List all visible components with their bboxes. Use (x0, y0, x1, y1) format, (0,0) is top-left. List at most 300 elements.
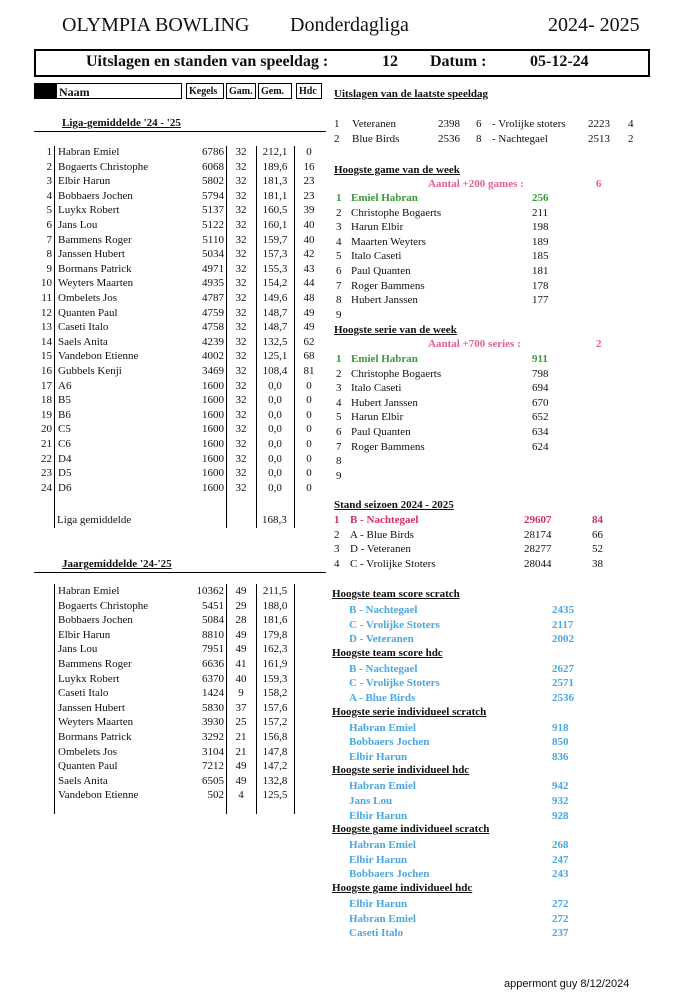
handicap: 23 (303, 175, 315, 188)
record-row (0, 867, 684, 882)
liga-title: Liga-gemiddelde '24 - '25 (62, 117, 181, 129)
average: 0,0 (268, 423, 282, 436)
record-score: 2002 (552, 633, 574, 646)
player-name: Vandebon Etienne (58, 789, 139, 802)
games: 32 (235, 160, 247, 173)
player-name: C5 (58, 423, 71, 436)
results-title: Uitslagen van de laatste speeldag (334, 88, 488, 100)
list-item (0, 381, 684, 396)
games: 29 (235, 599, 247, 612)
handicap: 62 (303, 335, 315, 348)
player-name: Emiel Habran (351, 353, 418, 365)
record-row (0, 809, 684, 824)
score: 694 (532, 382, 549, 395)
record-score: 850 (552, 736, 569, 749)
list-item (0, 249, 684, 264)
record-score: 243 (552, 868, 569, 881)
rank: 9 (336, 469, 342, 482)
pins: 5802 (202, 175, 224, 188)
points: 38 (592, 557, 603, 570)
pins: 3292 (202, 731, 224, 743)
pins: 1600 (202, 408, 224, 421)
away-team: - Vrolijke stoters (492, 118, 566, 130)
games: 32 (235, 350, 247, 363)
handicap: 68 (303, 350, 315, 363)
player-name: Ombelets Jos (58, 292, 117, 304)
games: 37 (235, 701, 247, 714)
record-holder: Habran Emiel (349, 839, 416, 852)
total-pins: 28277 (524, 543, 552, 556)
games: 25 (235, 716, 247, 729)
games: 32 (235, 321, 247, 334)
player-name: Hubert Janssen (351, 396, 418, 409)
player-name: A6 (58, 379, 72, 392)
team-name: A - Blue Birds (350, 528, 414, 541)
rank: 6 (336, 265, 342, 277)
season: 2024- 2025 (548, 14, 640, 36)
home-score: 2398 (438, 118, 460, 130)
standing-row (0, 513, 684, 528)
record-holder: Elbir Harun (349, 750, 408, 763)
record-title: Hoogste serie individueel scratch (332, 705, 487, 718)
average: 147,8 (262, 745, 288, 758)
rank: 17 (41, 379, 52, 392)
rank: 4 (334, 557, 340, 570)
pins: 4935 (202, 277, 224, 290)
record-title: Hoogste team score scratch (332, 588, 460, 600)
player-name: Weyters Maarten (58, 716, 134, 729)
list-item (0, 396, 684, 411)
away-score: 2513 (588, 132, 610, 145)
record-score: 928 (552, 809, 569, 822)
date-value: 05-12-24 (530, 53, 589, 70)
record-holder: A - Blue Birds (349, 692, 416, 704)
list-item (0, 220, 684, 235)
player-name: Weyters Maarten (58, 277, 134, 290)
average: 0,0 (268, 467, 282, 480)
average: 0,0 (268, 394, 282, 407)
record-holder: C - Vrolijke Stoters (349, 618, 440, 631)
record-holder: Habran Emiel (349, 721, 416, 734)
handicap: 0 (306, 481, 312, 494)
record-score: 932 (552, 795, 569, 807)
col-hdc: Hdc (296, 83, 322, 99)
player-name: Janssen Hubert (58, 701, 125, 714)
title-label: Uitslagen en standen van speeldag : (86, 53, 329, 70)
average: 157,2 (262, 716, 288, 729)
games: 32 (235, 423, 247, 436)
pins: 5451 (202, 599, 224, 612)
rank: 9 (336, 308, 342, 321)
rank: 6 (46, 219, 52, 231)
away-points: 4 (628, 118, 634, 130)
table-row (0, 174, 330, 189)
table-row (0, 145, 330, 160)
score: 911 (532, 353, 548, 365)
pins: 502 (207, 789, 224, 802)
player-name: Habran Emiel (58, 146, 120, 158)
day-number: 12 (382, 53, 398, 70)
player-name: Quanten Paul (58, 306, 118, 319)
player-name: Quanten Paul (58, 760, 118, 773)
games: 32 (235, 262, 247, 275)
rank: 1 (334, 118, 340, 130)
pins: 1600 (202, 423, 224, 436)
date-label: Datum : (430, 53, 487, 70)
record-row (0, 838, 684, 853)
pins: 4787 (202, 292, 224, 304)
rank: 16 (41, 365, 52, 377)
pins: 8810 (202, 628, 224, 641)
player-name: Luykx Robert (58, 204, 120, 217)
player-name: Saels Anita (58, 774, 108, 787)
average: 108,4 (262, 365, 288, 377)
handicap: 39 (303, 204, 315, 217)
result-row (0, 117, 684, 132)
record-row (0, 750, 684, 765)
rank: 24 (41, 481, 52, 494)
handicap: 44 (303, 277, 315, 290)
table-row (0, 584, 330, 599)
record-title: Hoogste team score hdc (332, 646, 443, 659)
record-score: 268 (552, 839, 569, 852)
pins: 3104 (202, 745, 224, 758)
average: 181,1 (262, 189, 288, 202)
average: 0,0 (268, 452, 282, 465)
rank: 1 (46, 146, 52, 158)
average: 154,2 (262, 277, 288, 290)
pins: 6786 (202, 146, 224, 158)
standing-row (0, 557, 684, 572)
rank: 7 (46, 233, 52, 246)
pins: 5034 (202, 248, 224, 261)
average: 132,8 (262, 774, 288, 787)
player-name: Bammens Roger (58, 658, 132, 670)
list-item (0, 191, 684, 206)
handicap: 0 (306, 423, 312, 436)
score: 652 (532, 411, 549, 424)
record-row (0, 662, 684, 677)
col-name: Naam (56, 83, 182, 99)
average: 212,1 (262, 146, 288, 158)
games: 32 (235, 306, 247, 319)
score: 256 (532, 192, 549, 204)
record-score: 2627 (552, 662, 574, 675)
record-holder: Jans Lou (349, 795, 393, 807)
col-games: Gam. (226, 83, 256, 99)
handicap: 23 (303, 189, 315, 202)
player-name: Maarten Weyters (351, 235, 426, 248)
record-holder: Elbir Harun (349, 898, 408, 910)
record-score: 836 (552, 750, 569, 763)
rank: 13 (41, 321, 52, 334)
score: 189 (532, 235, 549, 248)
handicap: 43 (303, 262, 315, 275)
record-holder: Elbir Harun (349, 853, 408, 866)
record-row (0, 676, 684, 691)
pins: 1600 (202, 452, 224, 465)
pins: 1600 (202, 481, 224, 494)
home-score: 2536 (438, 132, 460, 145)
games: 32 (235, 175, 247, 188)
pins: 6370 (202, 672, 224, 685)
rank: 6 (336, 426, 342, 438)
player-name: Bogaerts Christophe (58, 160, 149, 173)
handicap: 81 (303, 365, 315, 377)
player-name: Harun Elbir (351, 221, 404, 234)
rank: 8 (336, 455, 342, 468)
average: 159,3 (262, 672, 288, 685)
player-name: Christophe Bogaerts (351, 367, 442, 380)
rank: 8 (336, 294, 342, 307)
rank: 2 (336, 367, 342, 380)
record-score: 942 (552, 780, 569, 793)
away-team: - Nachtegael (492, 132, 548, 145)
pins: 6505 (202, 774, 224, 787)
rank: 3 (334, 543, 340, 556)
record-holder: Bobbaers Jochen (349, 868, 430, 881)
record-row (0, 721, 684, 736)
record-holder: B - Nachtegael (349, 604, 418, 616)
rank: 4 (46, 189, 52, 202)
rank: 21 (41, 438, 52, 450)
average: 147,2 (262, 760, 288, 773)
standing-row (0, 542, 684, 557)
home-team: Veteranen (352, 118, 396, 130)
player-name: Habran Emiel (58, 585, 120, 597)
footer-credit: appermont guy 8/12/2024 (504, 978, 630, 990)
player-name: Italo Caseti (351, 382, 402, 395)
liga-avg-value: 168,3 (262, 514, 287, 526)
home-points: 8 (476, 132, 482, 145)
rank: 9 (46, 262, 52, 275)
list-item (0, 440, 684, 455)
rank: 23 (41, 467, 52, 480)
rank: 12 (41, 306, 52, 319)
rank: 2 (334, 132, 340, 145)
rank: 1 (336, 353, 342, 365)
list-item (0, 367, 684, 382)
col-pins: Kegels (186, 83, 224, 99)
handicap: 0 (306, 408, 312, 421)
games: 32 (235, 146, 247, 158)
record-row (0, 912, 684, 927)
average: 148,7 (262, 321, 288, 334)
hserie-count-label: Aantal +700 series : (428, 338, 521, 350)
games: 49 (235, 628, 247, 641)
pins: 5122 (202, 219, 224, 231)
total-pins: 29607 (524, 514, 552, 526)
record-row (0, 618, 684, 633)
hserie-title: Hoogste serie van de week (334, 324, 457, 336)
record-row (0, 632, 684, 647)
score: 798 (532, 367, 549, 380)
points: 52 (592, 543, 603, 556)
list-item (0, 264, 684, 279)
player-name: Emiel Habran (351, 192, 418, 204)
player-name: Bobbaers Jochen (58, 614, 133, 627)
handicap: 49 (303, 306, 315, 319)
pins: 10362 (196, 585, 224, 597)
games: 32 (235, 394, 247, 407)
pins: 5137 (202, 204, 224, 217)
pins: 1600 (202, 379, 224, 392)
average: 188,0 (262, 599, 288, 612)
average: 155,3 (262, 262, 288, 275)
pins: 4758 (202, 321, 224, 334)
games: 32 (235, 292, 247, 304)
record-row (0, 794, 684, 809)
record-row (0, 779, 684, 794)
average: 189,6 (262, 160, 288, 173)
player-name: Hubert Janssen (351, 294, 418, 307)
list-item (0, 308, 684, 323)
score: 177 (532, 294, 549, 307)
rank: 3 (336, 382, 342, 395)
rank: 3 (336, 221, 342, 234)
player-name: B5 (58, 394, 71, 407)
record-holder: D - Veteranen (349, 633, 414, 646)
stand-title: Stand seizoen 2024 - 2025 (334, 499, 454, 511)
player-name: Paul Quanten (351, 265, 411, 277)
player-name: Roger Bammens (351, 279, 425, 292)
games: 49 (235, 774, 247, 787)
liga-avg-label: Liga gemiddelde (57, 514, 132, 526)
record-row (0, 926, 684, 941)
score: 198 (532, 221, 549, 234)
player-name: Paul Quanten (351, 426, 411, 438)
average: 148,7 (262, 306, 288, 319)
record-title: Hoogste game individueel hdc (332, 882, 473, 894)
record-holder: Caseti Italo (349, 927, 404, 940)
average: 161,9 (262, 658, 288, 670)
points: 66 (592, 528, 603, 541)
record-holder: Habran Emiel (349, 780, 416, 793)
record-holder: Elbir Harun (349, 809, 408, 822)
points: 84 (592, 514, 603, 526)
hgame-count-label: Aantal +200 games : (428, 178, 524, 190)
hgame-count: 6 (596, 178, 602, 190)
rank: 5 (46, 204, 52, 217)
record-score: 2536 (552, 692, 574, 704)
average: 157,3 (262, 248, 288, 261)
rank: 5 (336, 250, 342, 263)
average: 211,5 (262, 585, 288, 597)
record-row (0, 691, 684, 706)
handicap: 42 (303, 248, 315, 261)
player-name: Bobbaers Jochen (58, 189, 133, 202)
average: 181,3 (262, 175, 288, 188)
rank: 14 (41, 335, 52, 348)
average: 0,0 (268, 379, 282, 392)
pins: 4759 (202, 306, 224, 319)
player-name: Jans Lou (58, 643, 98, 656)
rank: 5 (336, 411, 342, 424)
team-name: B - Nachtegael (350, 514, 419, 526)
list-item (0, 469, 684, 484)
pins: 4239 (202, 335, 224, 348)
handicap: 0 (306, 467, 312, 480)
rank: 8 (46, 248, 52, 261)
handicap: 48 (303, 292, 315, 304)
handicap: 40 (303, 233, 315, 246)
record-row (0, 603, 684, 618)
rank: 2 (336, 206, 342, 219)
score: 185 (532, 250, 549, 263)
games: 4 (238, 789, 244, 802)
list-item (0, 352, 684, 367)
standing-row (0, 528, 684, 543)
record-holder: Bobbaers Jochen (349, 736, 430, 749)
player-name: C6 (58, 438, 71, 450)
player-name: D6 (58, 481, 72, 494)
score: 178 (532, 279, 549, 292)
average: 162,3 (262, 643, 288, 656)
player-name: Bogaerts Christophe (58, 599, 149, 612)
player-name: Saels Anita (58, 335, 108, 348)
away-points: 2 (628, 132, 634, 145)
rank: 11 (41, 292, 52, 304)
games: 28 (235, 614, 247, 627)
rank: 19 (41, 408, 52, 421)
record-row (0, 735, 684, 750)
player-name: Italo Caseti (351, 250, 402, 263)
pins: 1600 (202, 438, 224, 450)
games: 32 (235, 438, 247, 450)
player-name: B6 (58, 408, 71, 421)
result-row (0, 132, 684, 147)
average: 179,8 (262, 628, 288, 641)
pins: 5794 (202, 189, 224, 202)
player-name: Christophe Bogaerts (351, 206, 442, 219)
rank: 20 (41, 423, 52, 436)
handicap: 0 (306, 394, 312, 407)
header-block (34, 83, 56, 99)
rank: 1 (334, 514, 340, 526)
games: 21 (235, 745, 247, 758)
handicap: 16 (303, 160, 315, 173)
games: 21 (235, 731, 247, 743)
games: 49 (235, 760, 247, 773)
handicap: 0 (306, 379, 312, 392)
handicap: 0 (306, 452, 312, 465)
table-row (0, 160, 330, 175)
pins: 1600 (202, 467, 224, 480)
pins: 7212 (202, 760, 224, 773)
average: 125,5 (262, 789, 288, 802)
list-item (0, 235, 684, 250)
games: 32 (235, 467, 247, 480)
score: 624 (532, 440, 549, 453)
rank: 22 (41, 452, 52, 465)
average: 0,0 (268, 408, 282, 421)
games: 9 (238, 687, 244, 700)
pins: 7951 (202, 643, 224, 656)
player-name: D4 (58, 452, 72, 465)
games: 40 (235, 672, 247, 685)
pins: 5110 (202, 233, 224, 246)
games: 49 (235, 585, 247, 597)
player-name: Elbir Harun (58, 175, 111, 188)
rank: 10 (41, 277, 52, 290)
player-name: Bormans Patrick (58, 262, 132, 275)
team-name: C - Vrolijke Stoters (350, 557, 436, 570)
title-bar (34, 49, 650, 77)
average: 132,5 (262, 335, 288, 348)
games: 32 (235, 379, 247, 392)
hgame-title: Hoogste game van de week (334, 164, 460, 176)
handicap: 0 (306, 146, 312, 158)
